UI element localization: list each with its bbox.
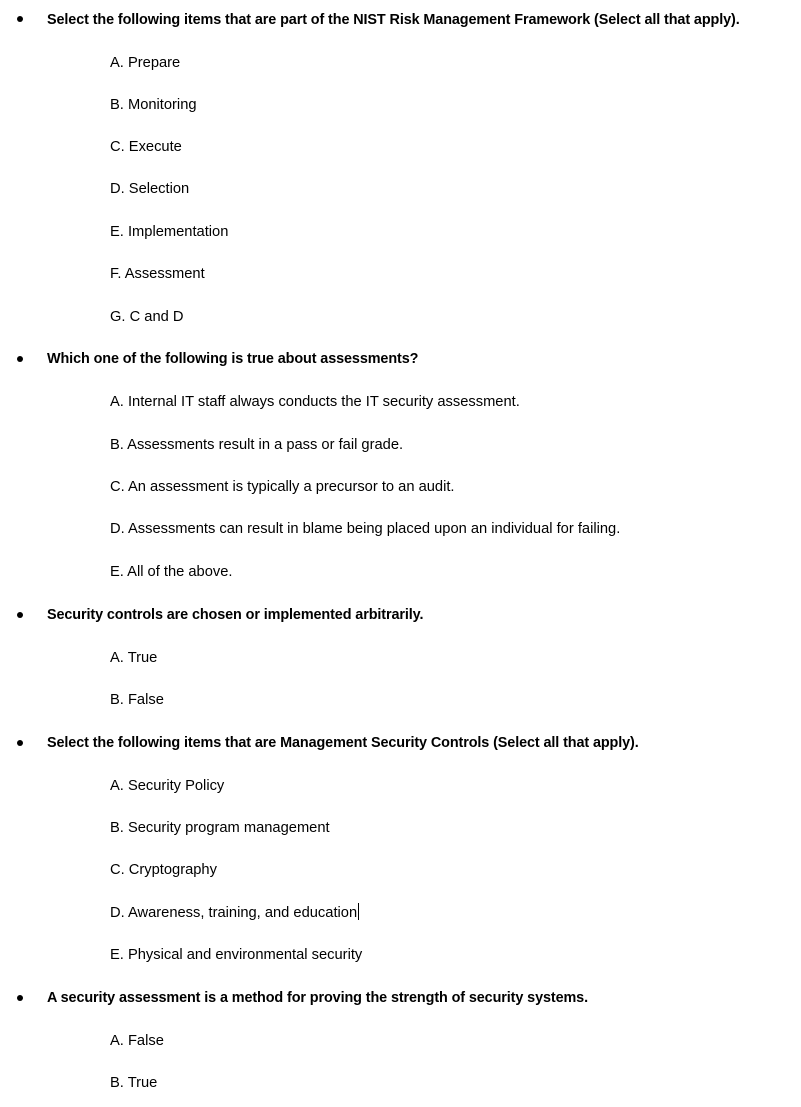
question-2: Which one of the following is true about assessments? bbox=[47, 351, 419, 367]
question-1-option-e: E. Implementation bbox=[110, 224, 229, 240]
question-4-option-e: E. Physical and environmental security bbox=[110, 947, 363, 963]
question-4: Select the following items that are Management Security Controls (Select all that apply). bbox=[47, 735, 639, 751]
question-1: Select the following items that are part of the NIST Risk Management Framework (Select all that apply). bbox=[47, 12, 740, 28]
question-3-option-a: A. True bbox=[110, 650, 158, 666]
bullet-icon bbox=[17, 356, 23, 362]
question-2-option-b: B. Assessments result in a pass or fail grade. bbox=[110, 437, 404, 453]
question-3-option-b: B. False bbox=[110, 692, 164, 708]
question-4-option-b: B. Security program management bbox=[110, 820, 330, 836]
question-3: Security controls are chosen or implemented arbitrarily. bbox=[47, 607, 424, 623]
question-1-option-f: F. Assessment bbox=[110, 266, 205, 282]
question-1-option-g: G. C and D bbox=[110, 309, 184, 325]
bullet-icon bbox=[17, 995, 23, 1001]
question-2-option-e: E. All of the above. bbox=[110, 564, 233, 580]
question-5: A security assessment is a method for proving the strength of security systems. bbox=[47, 990, 588, 1006]
question-4-option-a: A. Security Policy bbox=[110, 778, 225, 794]
question-5-option-b: B. True bbox=[110, 1075, 158, 1091]
bullet-icon bbox=[17, 740, 23, 746]
question-1-option-c: C. Execute bbox=[110, 139, 182, 155]
question-2-option-d: D. Assessments can result in blame being placed upon an individual for failing. bbox=[110, 521, 621, 537]
bullet-icon bbox=[17, 612, 23, 618]
question-4-option-c: C. Cryptography bbox=[110, 862, 217, 878]
question-1-option-b: B. Monitoring bbox=[110, 97, 197, 113]
question-4-option-d-row bbox=[110, 901, 359, 925]
question-4-option-d: D. Awareness, training, and education bbox=[110, 905, 358, 921]
question-1-option-d: D. Selection bbox=[110, 181, 190, 197]
text-cursor bbox=[358, 903, 359, 920]
question-2-option-a: A. Internal IT staff always conducts the IT security assessment. bbox=[110, 394, 520, 410]
question-2-option-c: C. An assessment is typically a precursor to an audit. bbox=[110, 479, 455, 495]
question-1-option-a: A. Prepare bbox=[110, 55, 181, 71]
bullet-icon bbox=[17, 16, 23, 22]
question-5-option-a: A. False bbox=[110, 1033, 164, 1049]
